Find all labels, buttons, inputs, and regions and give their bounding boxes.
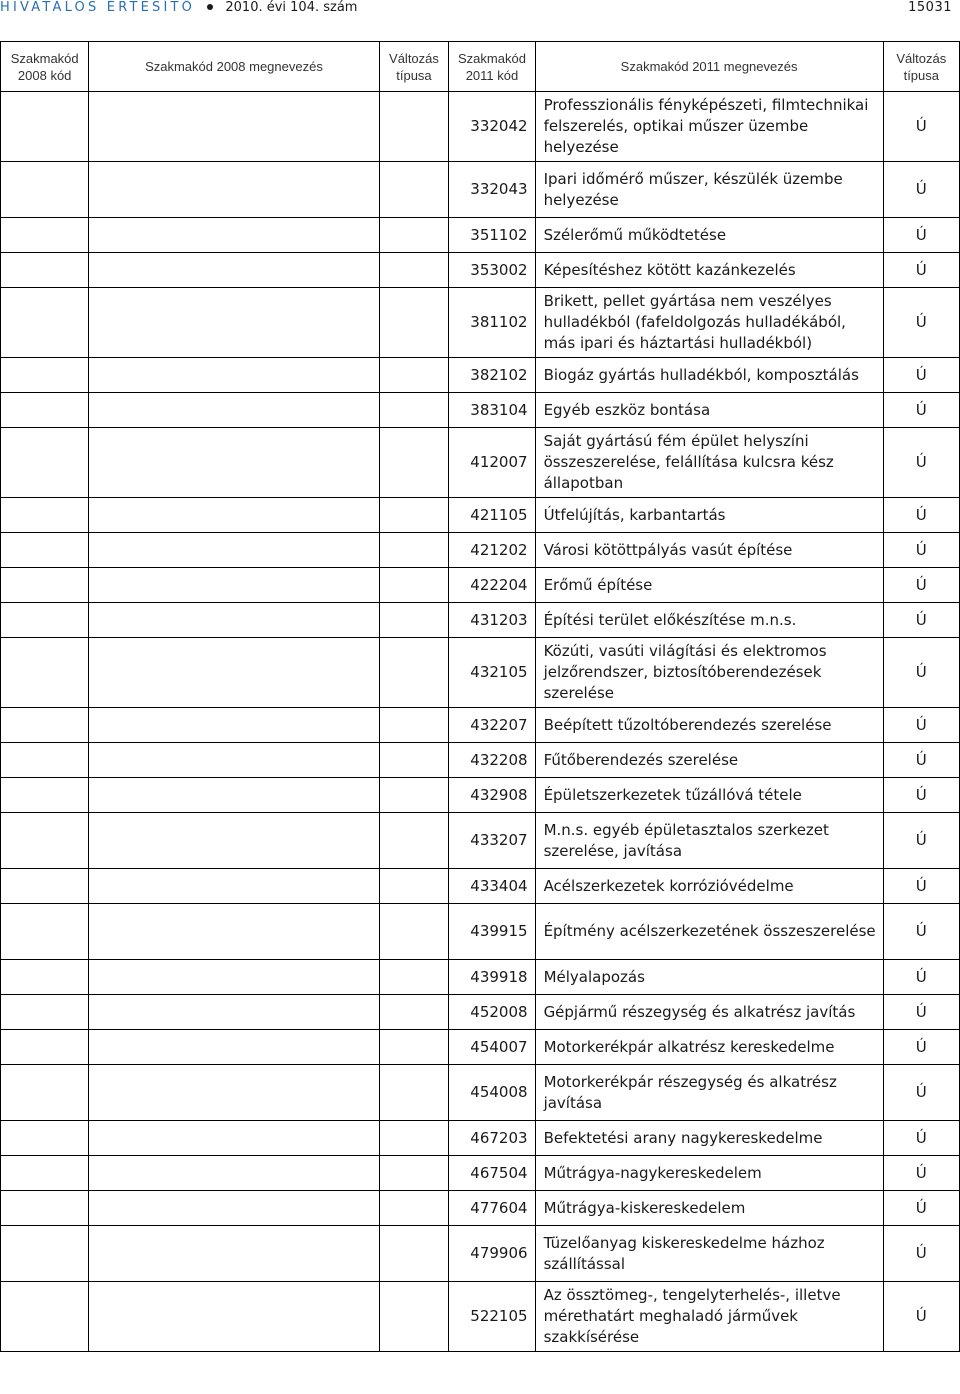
code-2011-cell: 353002 bbox=[449, 253, 535, 288]
code-2011-cell: 412007 bbox=[449, 428, 535, 498]
empty-cell bbox=[89, 869, 379, 904]
empty-cell bbox=[89, 1156, 379, 1191]
code-2011-cell: 432207 bbox=[449, 708, 535, 743]
name-2011-cell: Motorkerékpár alkatrész kereskedelme bbox=[535, 1030, 883, 1065]
table-row bbox=[1, 218, 960, 253]
table-row bbox=[1, 778, 960, 813]
column-header-2008-name: Szakmakód 2008 megnevezés bbox=[89, 42, 379, 92]
empty-cell bbox=[379, 253, 449, 288]
empty-cell bbox=[1, 813, 89, 869]
empty-cell bbox=[1, 1156, 89, 1191]
table-row bbox=[1, 288, 960, 358]
change-type-cell: Ú bbox=[883, 428, 959, 498]
table-row bbox=[1, 533, 960, 568]
column-header-2008-code: Szakmakód 2008 kód bbox=[1, 42, 89, 92]
code-2011-cell: 452008 bbox=[449, 995, 535, 1030]
empty-cell bbox=[1, 960, 89, 995]
code-2011-cell: 433404 bbox=[449, 869, 535, 904]
empty-cell bbox=[89, 813, 379, 869]
empty-cell bbox=[1, 708, 89, 743]
name-2011-cell: Szélerőmű működtetése bbox=[535, 218, 883, 253]
change-type-cell: Ú bbox=[883, 743, 959, 778]
empty-cell bbox=[379, 393, 449, 428]
empty-cell bbox=[89, 638, 379, 708]
name-2011-cell: Biogáz gyártás hulladékból, komposztálás bbox=[535, 358, 883, 393]
name-2011-cell: M.n.s. egyéb épületasztalos szerkezet szerelése, javítása bbox=[535, 813, 883, 869]
change-type-cell: Ú bbox=[883, 393, 959, 428]
column-header-2011-code: Szakmakód 2011 kód bbox=[449, 42, 535, 92]
table-row bbox=[1, 428, 960, 498]
change-type-cell: Ú bbox=[883, 568, 959, 603]
code-2011-cell: 432105 bbox=[449, 638, 535, 708]
table-row bbox=[1, 708, 960, 743]
empty-cell bbox=[379, 904, 449, 960]
change-type-cell: Ú bbox=[883, 638, 959, 708]
table-row bbox=[1, 869, 960, 904]
change-type-cell: Ú bbox=[883, 904, 959, 960]
empty-cell bbox=[89, 1121, 379, 1156]
change-type-cell: Ú bbox=[883, 1121, 959, 1156]
empty-cell bbox=[1, 638, 89, 708]
code-2011-cell: 332042 bbox=[449, 92, 535, 162]
code-2011-cell: 433207 bbox=[449, 813, 535, 869]
empty-cell bbox=[89, 498, 379, 533]
name-2011-cell: Egyéb eszköz bontása bbox=[535, 393, 883, 428]
change-type-cell: Ú bbox=[883, 960, 959, 995]
change-type-cell: Ú bbox=[883, 1226, 959, 1282]
empty-cell bbox=[379, 568, 449, 603]
table-row bbox=[1, 1226, 960, 1282]
header-left bbox=[0, 0, 357, 16]
change-type-cell: Ú bbox=[883, 1191, 959, 1226]
empty-cell bbox=[89, 1226, 379, 1282]
empty-cell bbox=[379, 869, 449, 904]
empty-cell bbox=[1, 869, 89, 904]
change-type-cell: Ú bbox=[883, 253, 959, 288]
name-2011-cell: Építmény acélszerkezetének összeszerelése bbox=[535, 904, 883, 960]
empty-cell bbox=[379, 708, 449, 743]
empty-cell bbox=[379, 778, 449, 813]
page-number: 15031 bbox=[908, 0, 952, 15]
publication-title: HIVATALOS ÉRTESÍTŐ bbox=[0, 0, 196, 15]
empty-cell bbox=[379, 743, 449, 778]
change-type-cell: Ú bbox=[883, 1282, 959, 1352]
empty-cell bbox=[89, 253, 379, 288]
name-2011-cell: Acélszerkezetek korrózióvédelme bbox=[535, 869, 883, 904]
code-2011-cell: 421105 bbox=[449, 498, 535, 533]
empty-cell bbox=[1, 253, 89, 288]
empty-cell bbox=[89, 995, 379, 1030]
empty-cell bbox=[89, 92, 379, 162]
empty-cell bbox=[89, 778, 379, 813]
empty-cell bbox=[379, 428, 449, 498]
change-type-cell: Ú bbox=[883, 1030, 959, 1065]
code-2011-cell: 439918 bbox=[449, 960, 535, 995]
empty-cell bbox=[1, 995, 89, 1030]
name-2011-cell: Útfelújítás, karbantartás bbox=[535, 498, 883, 533]
table-row bbox=[1, 1030, 960, 1065]
empty-cell bbox=[1, 568, 89, 603]
empty-cell bbox=[379, 1156, 449, 1191]
empty-cell bbox=[89, 358, 379, 393]
change-type-cell: Ú bbox=[883, 162, 959, 218]
name-2011-cell: Professzionális fényképészeti, filmtechnikai felszerelés, optikai műszer üzembe helyezése bbox=[535, 92, 883, 162]
table-row bbox=[1, 568, 960, 603]
empty-cell bbox=[1, 162, 89, 218]
name-2011-cell: Az össztömeg-, tengelyterhelés-, illetve mérethatárt meghaladó járművek szakkísérése bbox=[535, 1282, 883, 1352]
empty-cell bbox=[379, 1191, 449, 1226]
column-header-2011-name: Szakmakód 2011 megnevezés bbox=[535, 42, 883, 92]
empty-cell bbox=[1, 533, 89, 568]
empty-cell bbox=[1, 428, 89, 498]
code-2011-cell: 432908 bbox=[449, 778, 535, 813]
code-2011-cell: 477604 bbox=[449, 1191, 535, 1226]
change-type-cell: Ú bbox=[883, 92, 959, 162]
change-type-cell: Ú bbox=[883, 1156, 959, 1191]
change-type-cell: Ú bbox=[883, 778, 959, 813]
table-row bbox=[1, 904, 960, 960]
table-row bbox=[1, 995, 960, 1030]
table-row bbox=[1, 162, 960, 218]
empty-cell bbox=[1, 218, 89, 253]
empty-cell bbox=[89, 960, 379, 995]
name-2011-cell: Brikett, pellet gyártása nem veszélyes hulladékból (fafeldolgozás hulladékából, más ipari és háztartási hulladékból) bbox=[535, 288, 883, 358]
table-row bbox=[1, 1282, 960, 1352]
column-header-change-type-2: Változás típusa bbox=[883, 42, 959, 92]
empty-cell bbox=[379, 960, 449, 995]
table-row bbox=[1, 498, 960, 533]
code-2011-cell: 454007 bbox=[449, 1030, 535, 1065]
change-type-cell: Ú bbox=[883, 995, 959, 1030]
name-2011-cell: Városi kötöttpályás vasút építése bbox=[535, 533, 883, 568]
change-type-cell: Ú bbox=[883, 869, 959, 904]
name-2011-cell: Saját gyártású fém épület helyszíni összeszerelése, felállítása kulcsra kész állapotban bbox=[535, 428, 883, 498]
empty-cell bbox=[1, 743, 89, 778]
table-row bbox=[1, 92, 960, 162]
empty-cell bbox=[89, 1030, 379, 1065]
column-header-change-type-1: Változás típusa bbox=[379, 42, 449, 92]
name-2011-cell: Épületszerkezetek tűzállóvá tétele bbox=[535, 778, 883, 813]
table-row bbox=[1, 1121, 960, 1156]
empty-cell bbox=[379, 813, 449, 869]
change-type-cell: Ú bbox=[883, 218, 959, 253]
code-2011-cell: 467504 bbox=[449, 1156, 535, 1191]
code-2011-cell: 382102 bbox=[449, 358, 535, 393]
table-row bbox=[1, 813, 960, 869]
empty-cell bbox=[379, 162, 449, 218]
empty-cell bbox=[1, 498, 89, 533]
empty-cell bbox=[89, 162, 379, 218]
code-2011-cell: 421202 bbox=[449, 533, 535, 568]
code-2011-cell: 432208 bbox=[449, 743, 535, 778]
code-2011-cell: 431203 bbox=[449, 603, 535, 638]
table-body bbox=[1, 92, 960, 1352]
empty-cell bbox=[379, 533, 449, 568]
table-row bbox=[1, 1191, 960, 1226]
empty-cell bbox=[89, 393, 379, 428]
empty-cell bbox=[89, 708, 379, 743]
code-2011-cell: 522105 bbox=[449, 1282, 535, 1352]
table-row bbox=[1, 960, 960, 995]
empty-cell bbox=[379, 638, 449, 708]
table-row bbox=[1, 358, 960, 393]
change-type-cell: Ú bbox=[883, 358, 959, 393]
empty-cell bbox=[89, 1065, 379, 1121]
empty-cell bbox=[1, 1191, 89, 1226]
empty-cell bbox=[1, 603, 89, 638]
empty-cell bbox=[89, 568, 379, 603]
table-row bbox=[1, 638, 960, 708]
empty-cell bbox=[89, 1191, 379, 1226]
empty-cell bbox=[379, 603, 449, 638]
empty-cell bbox=[379, 1226, 449, 1282]
empty-cell bbox=[379, 358, 449, 393]
empty-cell bbox=[379, 1121, 449, 1156]
table-row bbox=[1, 393, 960, 428]
name-2011-cell: Tüzelőanyag kiskereskedelme házhoz szállítással bbox=[535, 1226, 883, 1282]
empty-cell bbox=[89, 603, 379, 638]
change-type-cell: Ú bbox=[883, 1065, 959, 1121]
change-type-cell: Ú bbox=[883, 498, 959, 533]
empty-cell bbox=[1, 92, 89, 162]
table-row bbox=[1, 1065, 960, 1121]
code-2011-cell: 381102 bbox=[449, 288, 535, 358]
name-2011-cell: Mélyalapozás bbox=[535, 960, 883, 995]
empty-cell bbox=[1, 778, 89, 813]
change-type-cell: Ú bbox=[883, 603, 959, 638]
code-2011-cell: 467203 bbox=[449, 1121, 535, 1156]
code-2011-cell: 351102 bbox=[449, 218, 535, 253]
empty-cell bbox=[1, 1030, 89, 1065]
code-2011-cell: 383104 bbox=[449, 393, 535, 428]
empty-cell bbox=[1, 1282, 89, 1352]
empty-cell bbox=[1, 1226, 89, 1282]
empty-cell bbox=[1, 1121, 89, 1156]
empty-cell bbox=[379, 1282, 449, 1352]
empty-cell bbox=[379, 1065, 449, 1121]
code-2011-cell: 332043 bbox=[449, 162, 535, 218]
empty-cell bbox=[379, 288, 449, 358]
name-2011-cell: Képesítéshez kötött kazánkezelés bbox=[535, 253, 883, 288]
name-2011-cell: Befektetési arany nagykereskedelme bbox=[535, 1121, 883, 1156]
empty-cell bbox=[379, 1030, 449, 1065]
change-type-cell: Ú bbox=[883, 533, 959, 568]
change-type-cell: Ú bbox=[883, 708, 959, 743]
empty-cell bbox=[1, 358, 89, 393]
table-header-row bbox=[1, 42, 960, 92]
change-type-cell: Ú bbox=[883, 813, 959, 869]
empty-cell bbox=[89, 533, 379, 568]
name-2011-cell: Fűtőberendezés szerelése bbox=[535, 743, 883, 778]
empty-cell bbox=[379, 498, 449, 533]
name-2011-cell: Ipari időmérő műszer, készülék üzembe helyezése bbox=[535, 162, 883, 218]
occupation-code-table bbox=[0, 41, 960, 1352]
issue-label: 2010. évi 104. szám bbox=[225, 0, 358, 15]
page-header bbox=[0, 0, 960, 18]
name-2011-cell: Műtrágya-kiskereskedelem bbox=[535, 1191, 883, 1226]
code-2011-cell: 439915 bbox=[449, 904, 535, 960]
name-2011-cell: Beépített tűzoltóberendezés szerelése bbox=[535, 708, 883, 743]
change-type-cell: Ú bbox=[883, 288, 959, 358]
empty-cell bbox=[379, 218, 449, 253]
name-2011-cell: Erőmű építése bbox=[535, 568, 883, 603]
empty-cell bbox=[379, 995, 449, 1030]
code-2011-cell: 479906 bbox=[449, 1226, 535, 1282]
empty-cell bbox=[89, 288, 379, 358]
empty-cell bbox=[89, 218, 379, 253]
name-2011-cell: Műtrágya-nagykereskedelem bbox=[535, 1156, 883, 1191]
empty-cell bbox=[379, 92, 449, 162]
code-2011-cell: 422204 bbox=[449, 568, 535, 603]
table-row bbox=[1, 1156, 960, 1191]
name-2011-cell: Közúti, vasúti világítási és elektromos jelzőrendszer, biztosítóberendezések szerelése bbox=[535, 638, 883, 708]
code-2011-cell: 454008 bbox=[449, 1065, 535, 1121]
empty-cell bbox=[89, 1282, 379, 1352]
empty-cell bbox=[89, 904, 379, 960]
empty-cell bbox=[1, 904, 89, 960]
name-2011-cell: Motorkerékpár részegység és alkatrész javítása bbox=[535, 1065, 883, 1121]
empty-cell bbox=[1, 1065, 89, 1121]
table-row bbox=[1, 253, 960, 288]
table-row bbox=[1, 603, 960, 638]
empty-cell bbox=[89, 428, 379, 498]
table-row bbox=[1, 743, 960, 778]
empty-cell bbox=[1, 288, 89, 358]
name-2011-cell: Gépjármű részegység és alkatrész javítás bbox=[535, 995, 883, 1030]
empty-cell bbox=[89, 743, 379, 778]
empty-cell bbox=[1, 393, 89, 428]
name-2011-cell: Építési terület előkészítése m.n.s. bbox=[535, 603, 883, 638]
bullet-separator-icon bbox=[207, 4, 213, 10]
